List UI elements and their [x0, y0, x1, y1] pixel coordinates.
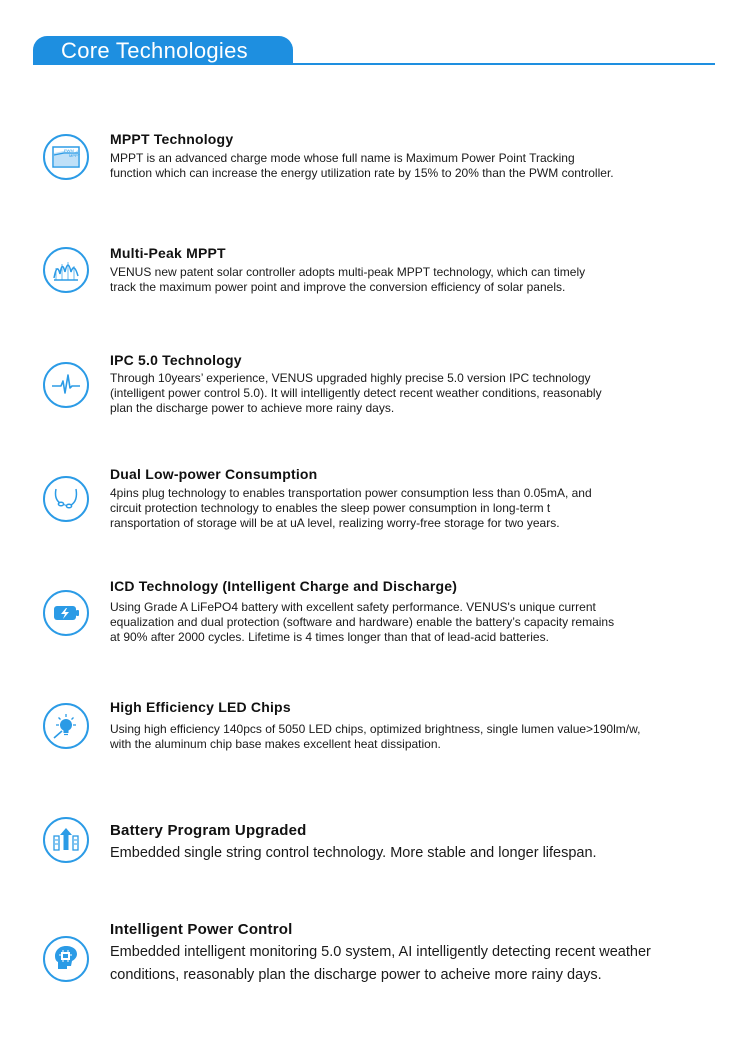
description-line: Using Grade A LiFePO4 battery with excellent safety performance. VENUS's unique current: [110, 600, 596, 614]
description-line: at 90% after 2000 cycles. Lifetime is 4 times longer than that of lead-acid batteries.: [110, 630, 549, 644]
description-line: Through 10years’ experience, VENUS upgraded highly precise 5.0 version IPC technology: [110, 371, 591, 385]
feature-title: MPPT Technology: [110, 131, 234, 147]
feature-description: [110, 486, 700, 531]
description-line: equalization and dual protection (software and hardware) enable the battery’s capacity remains: [110, 615, 615, 629]
plug-cable-icon: [43, 476, 89, 522]
feature-title: Intelligent Power Control: [110, 921, 293, 938]
battery-charge-icon: [43, 590, 89, 636]
description-line: (intelligent power control 5.0). It will intelligently detect recent weather conditions, reasonably: [110, 386, 602, 400]
feature-description: [110, 151, 700, 181]
feature-description: [110, 265, 700, 295]
feature-description: [110, 371, 700, 416]
description-line: VENUS new patent solar controller adopts multi-peak MPPT technology, which can timely: [110, 265, 586, 279]
mppt-chart-icon: [43, 134, 89, 180]
feature-description: [110, 842, 700, 865]
description-line: ransportation of storage will be at uA level, realizing worry-free storage for two years.: [110, 516, 560, 530]
mppt-icon-label-pwm: PWM: [64, 148, 74, 153]
description-line: Embedded intelligent monitoring 5.0 system, AI intelligently detecting recent weather: [110, 944, 651, 960]
description-line: circuit protection technology to enables the sleep power consumption in long-term t: [110, 501, 551, 515]
description-line: plan the discharge power to achieve more rainy days.: [110, 401, 395, 415]
feature-title: Multi-Peak MPPT: [110, 245, 226, 261]
description-line: function which can increase the energy utilization rate by 15% to 20% than the PWM controller.: [110, 166, 614, 180]
multi-peak-wave-icon: [43, 247, 89, 293]
feature-title: IPC 5.0 Technology: [110, 352, 242, 368]
mppt-icon-label-mppt: MPPT: [69, 153, 81, 158]
heartbeat-pulse-icon: [43, 362, 89, 408]
description-line: Embedded single string control technology. More stable and longer lifespan.: [110, 845, 597, 861]
feature-title: Battery Program Upgraded: [110, 822, 307, 839]
description-line: with the aluminum chip base makes excellent heat dissipation.: [110, 737, 441, 751]
feature-description: [110, 941, 700, 987]
section-title-tab: [33, 36, 293, 65]
feature-description: [110, 600, 700, 645]
header-divider: [33, 63, 715, 65]
feature-title: Dual Low-power Consumption: [110, 466, 318, 482]
description-line: track the maximum power point and improve the conversion efficiency of solar panels.: [110, 280, 566, 294]
lightbulb-icon: [43, 703, 89, 749]
feature-title: ICD Technology (Intelligent Charge and Discharge): [110, 578, 458, 594]
section-title: Core Technologies: [61, 38, 248, 63]
description-line: MPPT is an advanced charge mode whose full name is Maximum Power Point Tracking: [110, 151, 575, 165]
feature-title: High Efficiency LED Chips: [110, 699, 291, 715]
description-line: 4pins plug technology to enables transportation power consumption less than 0.05mA, and: [110, 486, 592, 500]
description-line: Using high efficiency 140pcs of 5050 LED chips, optimized brightness, single lumen value>190lm/w,: [110, 722, 641, 736]
description-line: conditions, reasonably plan the discharge power to acheive more rainy days.: [110, 967, 602, 983]
feature-description: [110, 722, 700, 752]
program-upgrade-icon: [43, 817, 89, 863]
ai-brain-chip-icon: [43, 936, 89, 982]
